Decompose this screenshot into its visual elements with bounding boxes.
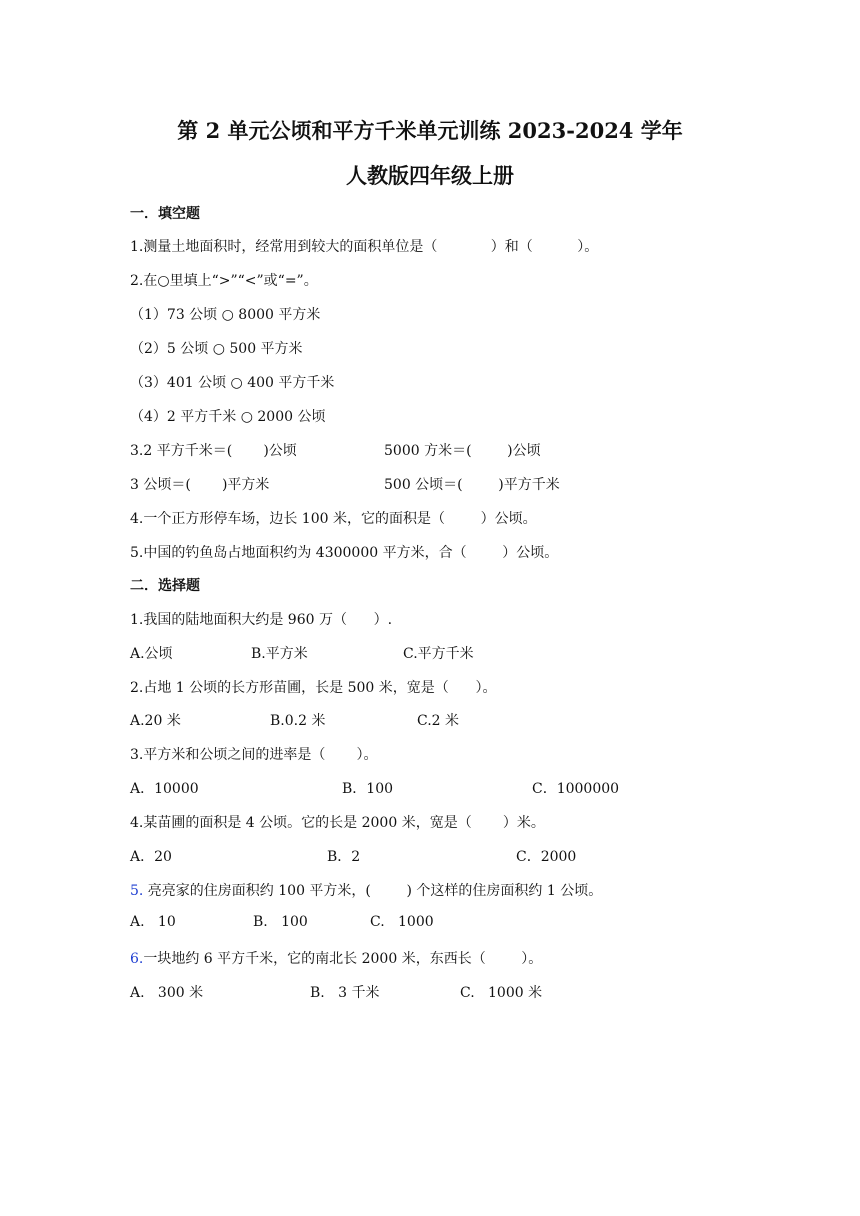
- choice-question-4-option-a: A．20: [130, 849, 172, 865]
- choice-question-6-option-c: C. 1000 米: [460, 985, 543, 1001]
- section-2-heading: 二．选择题: [130, 578, 200, 594]
- choice-question-6: [130, 948, 542, 968]
- question-5-text: 亮亮家的住房面积约 100 平方米，( ) 个这样的住房面积约 1 公顷。: [143, 883, 603, 899]
- choice-question-5: [130, 880, 602, 900]
- choice-question-6-option-a: A. 300 米: [130, 985, 204, 1001]
- choice-question-1-option-b: B.平方米: [251, 646, 308, 662]
- choice-question-5-option-c: C. 1000: [370, 914, 434, 930]
- fill-question-2-item-3: （3）401 公顷 ○ 400 平方千米: [130, 375, 335, 391]
- fill-question-2-item-2: （2）5 公顷 ○ 500 平方米: [130, 341, 303, 357]
- choice-question-2-option-b: B.0.2 米: [270, 713, 326, 729]
- fill-question-3-row-1-left: 3.2 平方千米＝( )公顷: [130, 443, 297, 459]
- question-5-number: 5.: [130, 883, 144, 899]
- choice-question-4-option-c: C．2000: [516, 849, 577, 865]
- fill-question-3-row-1-right: 5000 方米＝( )公顷: [384, 443, 541, 459]
- fill-question-2: 2.在○里填上“>”“<”或“=”。: [130, 273, 318, 289]
- choice-question-3-option-a: A．10000: [130, 781, 199, 797]
- fill-question-3-row-2-left: 3 公顷＝( )平方米: [130, 477, 270, 493]
- fill-question-4: 4.一个正方形停车场，边长 100 米，它的面积是（ ）公顷。: [130, 511, 537, 527]
- fill-question-2-item-1: （1）73 公顷 ○ 8000 平方米: [130, 307, 321, 323]
- question-6-number: 6.: [130, 951, 144, 967]
- question-6-text: 一块地约 6 平方千米，它的南北长 2000 米，东西长（ ）。: [143, 951, 543, 967]
- choice-question-3-option-b: B．100: [342, 781, 394, 797]
- choice-question-6-option-b: B. 3 千米: [310, 985, 380, 1001]
- choice-question-3: 3.平方米和公顷之间的进率是（ ）。: [130, 747, 378, 763]
- choice-question-4: 4.某苗圃的面积是 4 公顷。它的长是 2000 米，宽是（ ）米。: [130, 815, 545, 831]
- choice-question-5-option-b: B. 100: [253, 914, 308, 930]
- choice-question-5-option-a: A. 10: [130, 914, 176, 930]
- fill-question-5: 5.中国的钓鱼岛占地面积约为 4300000 平方米，合（ ）公顷。: [130, 545, 559, 561]
- choice-question-3-option-c: C．1000000: [532, 781, 620, 797]
- section-1-heading: 一．填空题: [130, 206, 200, 222]
- title-line-1: 第 2 单元公顷和平方千米单元训练 2023-2024 学年: [177, 118, 683, 143]
- choice-question-2-option-a: A.20 米: [130, 713, 181, 729]
- fill-question-1: 1.测量土地面积时，经常用到较大的面积单位是（ ）和（ ）。: [130, 239, 599, 255]
- choice-question-1: 1.我国的陆地面积大约是 960 万（ ）.: [130, 612, 393, 628]
- choice-question-1-option-a: A.公顷: [130, 646, 173, 662]
- choice-question-4-option-b: B．2: [327, 849, 361, 865]
- choice-question-2-option-c: C.2 米: [417, 713, 460, 729]
- choice-question-2: 2.占地 1 公顷的长方形苗圃，长是 500 米，宽是（ ）。: [130, 680, 497, 696]
- choice-question-1-option-c: C.平方千米: [403, 646, 474, 662]
- title-line-2: 人教版四年级上册: [346, 163, 514, 188]
- fill-question-3-row-2-right: 500 公顷＝( )平方千米: [384, 477, 560, 493]
- fill-question-2-item-4: （4）2 平方千米 ○ 2000 公顷: [130, 409, 326, 425]
